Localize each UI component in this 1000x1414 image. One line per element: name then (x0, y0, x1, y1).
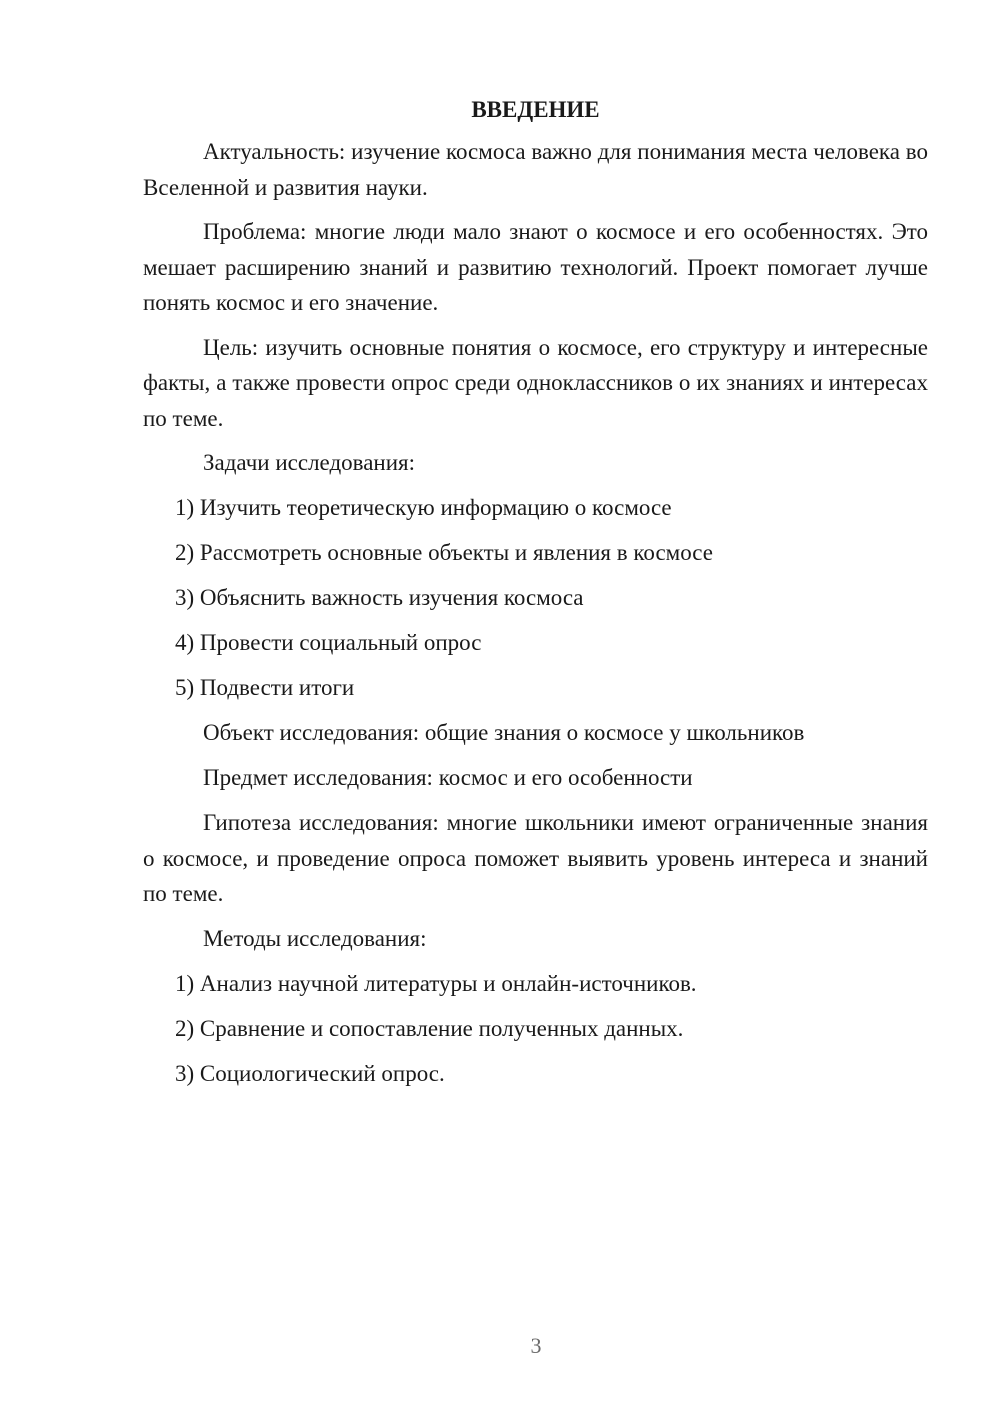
list-item: 2) Сравнение и сопоставление полученных данных. (175, 1015, 684, 1041)
tasks-list (143, 490, 928, 706)
page-number: 3 (530, 1333, 542, 1358)
relevance-paragraph: Актуальность: изучение космоса важно для понимания места человека во Вселенной и развития науки. (143, 139, 928, 200)
list-item: 1) Изучить теоретическую информацию о космосе (175, 495, 672, 520)
hypothesis-paragraph: Гипотеза исследования: многие школьники имеют ограниченные знания о космосе, и проведение опроса поможет выявить уровень интереса и знаний по теме. (143, 810, 928, 906)
list-item: 4) Провести социальный опрос (175, 630, 482, 655)
tasks-heading: Задачи исследования: (203, 450, 416, 475)
list-item: 5) Подвести итоги (175, 675, 355, 700)
goal-paragraph: Цель: изучить основные понятия о космосе, его структуру и интересные факты, а также провести опрос среди одноклассников о их знаниях и интересах по теме. (143, 334, 928, 431)
methods-list (143, 966, 928, 1092)
document-body (143, 95, 928, 1101)
research-subject: Предмет исследования: космос и его особенности (203, 765, 693, 790)
list-item: 3) Объяснить важность изучения космоса (175, 585, 584, 610)
list-item: 2) Рассмотреть основные объекты и явления в космосе (175, 540, 713, 565)
methods-heading: Методы исследования: (203, 925, 427, 951)
list-item: 1) Анализ научной литературы и онлайн-источников. (175, 970, 697, 996)
research-object: Объект исследования: общие знания о космосе у школьников (203, 720, 805, 745)
problem-paragraph: Проблема: многие люди мало знают о космосе и его особенностях. Это мешает расширению знаний и развитию технологий. Проект помогает лучше понять космос и его значение. (143, 219, 928, 315)
page-title: ВВЕДЕНИЕ (471, 97, 600, 122)
list-item: 3) Социологический опрос. (175, 1060, 445, 1086)
